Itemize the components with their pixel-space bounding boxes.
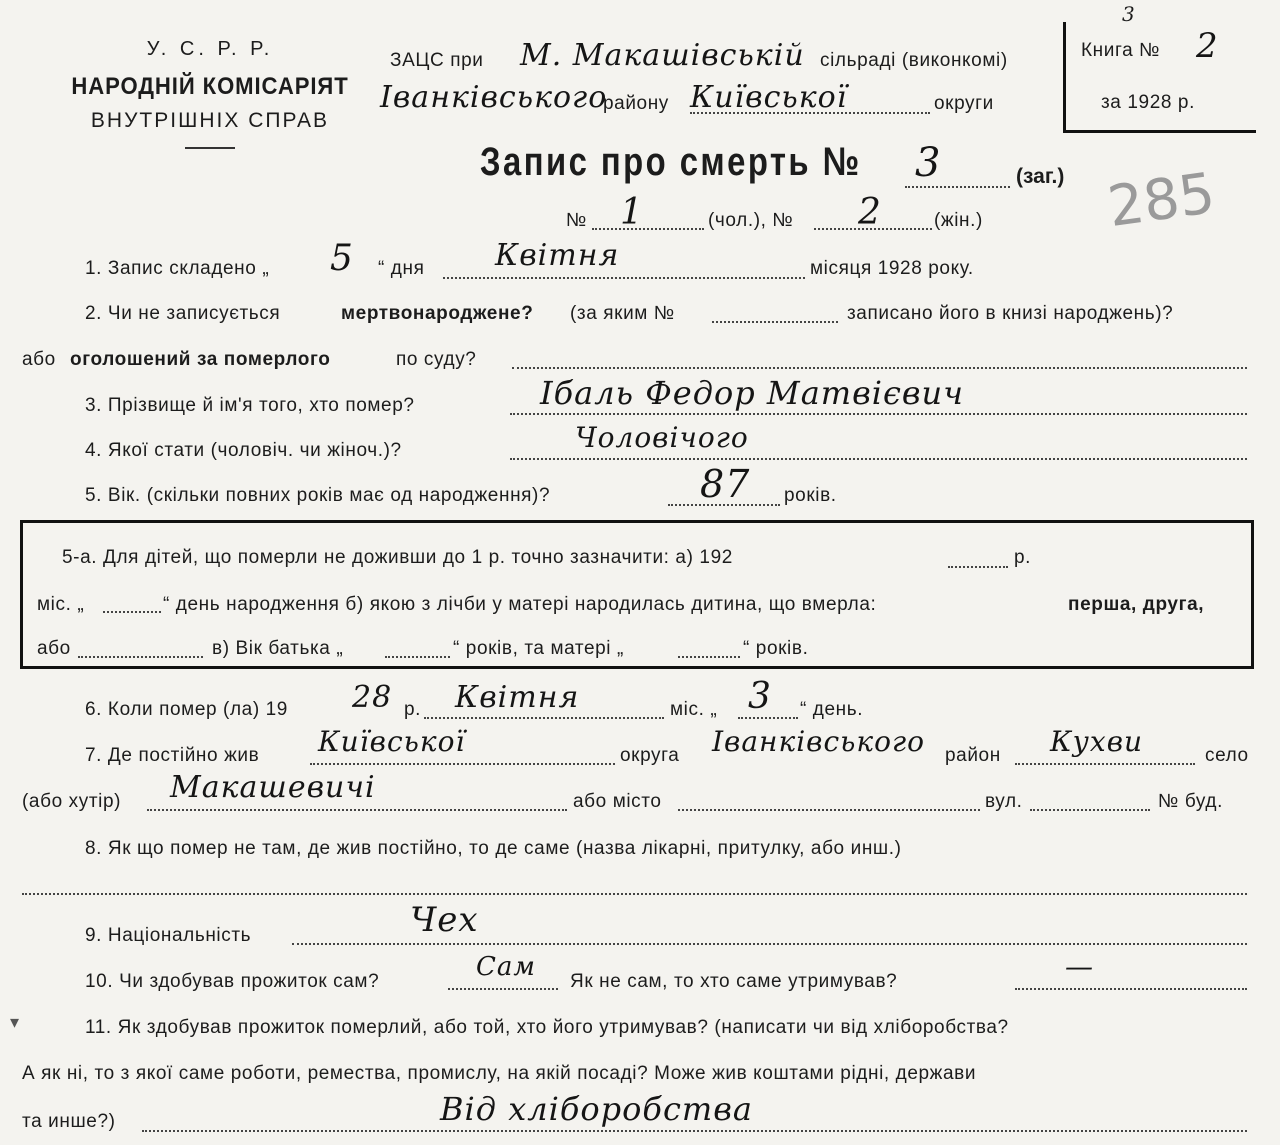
q5a-line3-c: “ років, та матері „ [453, 638, 624, 659]
q7-selo-dots [1015, 763, 1195, 765]
q5a-line3-b: в) Вік батька „ [212, 638, 344, 659]
q5a-day-dots [103, 611, 161, 613]
q2-declared-dead-label: оголошений за померлого [70, 349, 331, 370]
male-no-handwritten: 1 [620, 192, 644, 233]
q3-label: 3. Прізвище й ім'я того, хто помер? [85, 395, 415, 416]
q2-line1-a: 2. Чи не записується [85, 303, 281, 324]
q6-month-handwritten: Квітня [455, 680, 580, 715]
q11-livelihood-handwritten: Від хліборобства [440, 1090, 753, 1128]
q7-selo-handwritten: Кухви [1050, 725, 1144, 758]
zag-label: (заг.) [1016, 165, 1065, 188]
q7-label: 7. Де постійно жив [85, 745, 260, 766]
zacs-prefix: ЗАЦС при [390, 50, 484, 71]
q7-bud: № буд. [1158, 791, 1223, 812]
zacs-village-handwritten: М. Макашівській [520, 38, 805, 73]
q7-okruga: округа [620, 745, 680, 766]
q6-den: “ день. [800, 699, 864, 720]
okrug-dots [690, 112, 930, 114]
q11-line3: та инше?) [22, 1111, 116, 1132]
district-label: району [603, 93, 669, 114]
male-no-dots [592, 228, 704, 230]
q2-line2-a: або [22, 349, 56, 370]
record-number-dots [905, 186, 1010, 188]
q1-day-suffix: “ дня [378, 258, 425, 279]
q10-self-handwritten: Сам [476, 952, 536, 982]
q6-year-handwritten: 28 [352, 680, 393, 715]
q7-khutir: (або хутір) [22, 791, 122, 812]
okrug-label: округи [934, 93, 994, 114]
q7-misto-dots [678, 809, 980, 811]
header-divider [185, 147, 235, 149]
q7-khutir-dots [147, 809, 567, 811]
book-number-handwritten: 2 [1196, 26, 1219, 66]
q3-dots [510, 413, 1247, 415]
ussr-label: У. С. Р. Р. [146, 38, 274, 60]
book-small-mark: 3 [1122, 2, 1135, 26]
q7-khutir-handwritten: Макашевичі [170, 770, 376, 805]
q4-label: 4. Якої стати (чоловіч. чи жіноч.)? [85, 440, 402, 461]
q7-okrug-dots [310, 763, 615, 765]
q4-dots [510, 458, 1247, 460]
q7-vul-dots [1030, 809, 1150, 811]
q5a-line2-b: “ день народження б) якою з лічби у матері народилась дитина, що вмерла: [163, 594, 877, 615]
q3-name-handwritten: Ібаль Федор Матвієвич [540, 374, 965, 412]
record-number-handwritten: 3 [915, 140, 942, 186]
q11-dots [142, 1130, 1247, 1132]
q9-label: 9. Національність [85, 925, 252, 946]
female-no-handwritten: 2 [858, 192, 882, 233]
q6-label: 6. Коли помер (ла) 19 [85, 699, 288, 720]
q5-age-handwritten: 87 [700, 462, 751, 506]
book-box [1063, 22, 1256, 133]
issuer-header [40, 38, 380, 149]
q11-line1: 11. Як здобував прожиток померлий, або той, хто його утримував? (написати чи від хліборобства? [85, 1017, 1009, 1038]
q7-misto: або місто [573, 791, 662, 812]
commissariat-label: НАРОДНІЙ КОМІСАРІЯТ [71, 73, 349, 100]
q1-label: 1. Запис складено „ [85, 258, 270, 279]
q5-suffix: років. [784, 485, 837, 506]
q7-vul: вул. [985, 791, 1023, 812]
archive-number: 285 [1103, 160, 1219, 241]
q10-supporter-handwritten: — [1065, 950, 1094, 983]
q9-dots [292, 943, 1247, 945]
q5a-line2-a: міс. „ [37, 594, 85, 615]
q6-day-dots [738, 717, 798, 719]
q1-month-handwritten: Квітня [495, 238, 620, 273]
no-label: № [566, 210, 587, 231]
q5a-which-dots [78, 656, 203, 658]
q5-label: 5. Вік. (скільки повних років має од народження)? [85, 485, 551, 506]
internal-affairs-label: ВНУТРІШНІХ СПРАВ [90, 109, 330, 132]
q5-dots [668, 504, 780, 506]
female-label: (жін.) [934, 210, 983, 231]
q2-line2-c: по суду? [396, 349, 477, 370]
q5a-first-second: перша, друга, [1068, 594, 1205, 615]
book-label: Книга № [1081, 40, 1161, 61]
q10-self-dots [448, 988, 558, 990]
q8-label: 8. Як що помер не там, де жив постійно, то де саме (назва лікарні, притулку, або инш.) [85, 838, 902, 859]
q1-day-handwritten: 5 [330, 238, 354, 279]
q2-court-dots [512, 367, 1247, 369]
q6-mis: міс. „ [670, 699, 718, 720]
q2-line1-c: (за яким № [570, 303, 675, 324]
q7-rayon: район [945, 745, 1001, 766]
female-no-dots [814, 228, 932, 230]
q2-line1-d: записано його в книзі народжень)? [847, 303, 1174, 324]
q5a-year-dots [948, 566, 1008, 568]
q5a-mother-age-dots [678, 656, 740, 658]
q5a-line1-r: р. [1014, 547, 1032, 568]
q1-month-dots [443, 277, 805, 279]
q5a-line3-d: “ років. [743, 638, 809, 659]
okrug-handwritten: Київської [690, 80, 848, 115]
male-label: (чол.), № [708, 210, 794, 231]
q6-day-handwritten: 3 [748, 676, 772, 717]
q7-okrug-handwritten: Київської [318, 725, 466, 758]
q6-r: р. [404, 699, 422, 720]
q5a-line3-a: або [37, 638, 71, 659]
q4-sex-handwritten: Чоловічого [575, 421, 749, 454]
q8-dots [22, 893, 1247, 895]
q7-rayon-handwritten: Іванківського [712, 725, 925, 758]
q10-label2: Як не сам, то хто саме утримував? [570, 971, 898, 992]
q2-stillborn-label: мертвонароджене? [341, 303, 534, 324]
zacs-suffix: сільраді (виконкомі) [820, 50, 1008, 71]
q5a-line1: 5-а. Для дітей, що померли не доживши до 1 р. точно зазначити: а) 192 [62, 547, 733, 568]
book-year: за 1928 р. [1101, 92, 1195, 113]
record-title: Запис про смерть № [480, 140, 862, 184]
q9-nationality-handwritten: Чех [410, 900, 479, 940]
q5a-father-age-dots [385, 656, 450, 658]
q11-line2: А як ні, то з якої саме роботи, ремества, промислу, на якій посаді? Може жив коштами рідні, держави [22, 1063, 977, 1084]
q10-label: 10. Чи здобував прожиток сам? [85, 971, 380, 992]
q1-suffix: місяця 1928 року. [810, 258, 974, 279]
q10-supporter-dots [1015, 988, 1247, 990]
q2-birth-no-dots [712, 321, 838, 323]
q6-month-dots [424, 717, 664, 719]
margin-tick: ▾ [10, 1012, 20, 1032]
q7-selo: село [1205, 745, 1249, 766]
district-handwritten: Іванківського [380, 80, 608, 115]
